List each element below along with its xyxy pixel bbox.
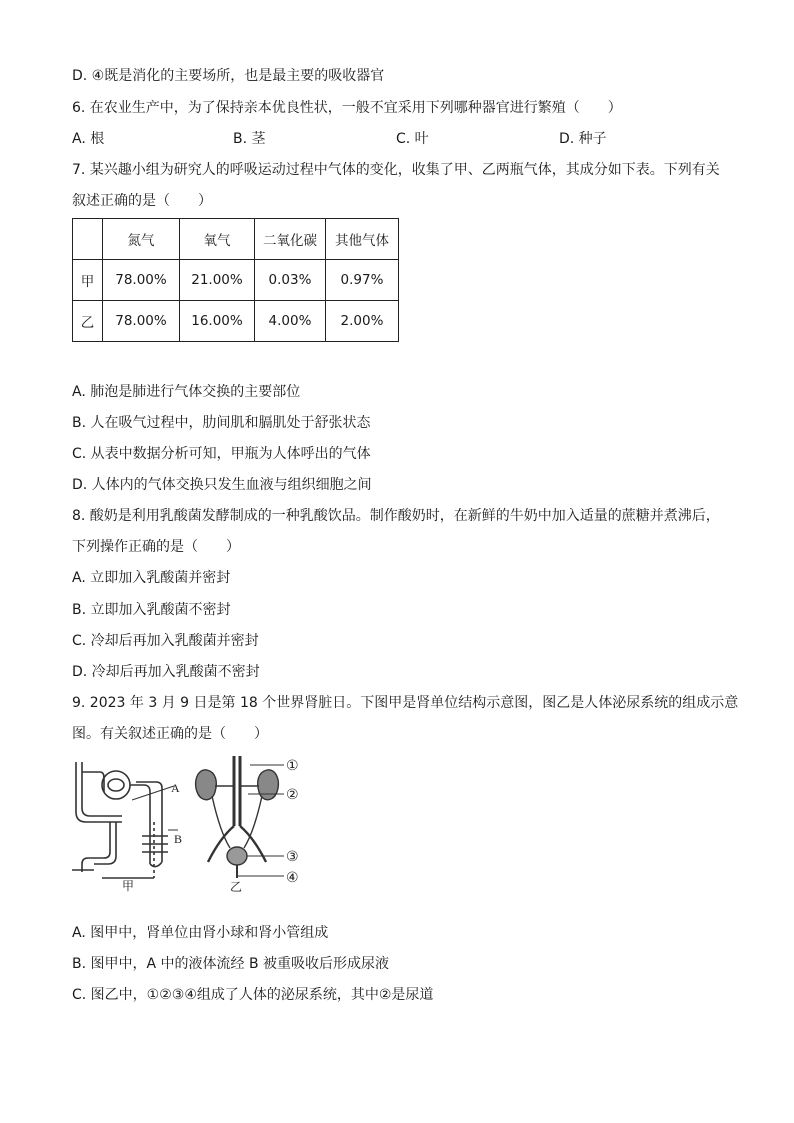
table-cell: 78.00% — [103, 260, 180, 301]
table-cell: 0.03% — [255, 260, 326, 301]
q5-option-d: D. ④既是消化的主要场所，也是最主要的吸收器官 — [72, 68, 385, 84]
q8-stem-line2: 下列操作正确的是（ ） — [72, 539, 240, 555]
q6-option-a: A. 根 — [72, 131, 105, 147]
q8-stem-line1: 8. 酸奶是利用乳酸菌发酵制成的一种乳酸饮品。制作酸奶时，在新鲜的牛奶中加入适量的蔗糖并煮沸后， — [72, 508, 720, 524]
label-yi: 乙 — [230, 880, 243, 892]
q7-option-d: D. 人体内的气体交换只发生血液与组织细胞之间 — [72, 477, 372, 493]
q7-stem-line1: 7. 某兴趣小组为研究人的呼吸运动过程中气体的变化，收集了甲、乙两瓶气体，其成分如下表。下列有关 — [72, 162, 720, 178]
table-cell: 2.00% — [326, 301, 399, 342]
table-header-cell: 其他气体 — [326, 219, 399, 260]
q8-option-d: D. 冷却后再加入乳酸菌不密封 — [72, 664, 260, 680]
table-cell: 21.00% — [180, 260, 255, 301]
q6-stem: 6. 在农业生产中，为了保持亲本优良性状，一般不宜采用下列哪种器官进行繁殖（ ） — [72, 100, 622, 116]
table-header-row — [73, 219, 399, 260]
label-2: ② — [286, 787, 299, 803]
nephron-diagram — [72, 762, 178, 878]
q9-stem-line2: 图。有关叙述正确的是（ ） — [72, 726, 268, 742]
urinary-system-diagram — [196, 756, 284, 878]
label-1: ① — [286, 758, 299, 774]
table-row-label: 乙 — [73, 301, 103, 342]
q9-stem-line1: 9. 2023 年 3 月 9 日是第 18 个世界肾脏日。下图甲是肾单位结构示意图，图乙是人体泌尿系统的组成示意 — [72, 695, 739, 711]
q7-option-b: B. 人在吸气过程中，肋间肌和膈肌处于舒张状态 — [72, 415, 371, 431]
q9-option-a: A. 图甲中，肾单位由肾小球和肾小管组成 — [72, 925, 329, 941]
q6-option-b: B. 茎 — [233, 131, 266, 147]
table-cell: 0.97% — [326, 260, 399, 301]
q6-option-c: C. 叶 — [396, 131, 429, 147]
label-4: ④ — [286, 870, 299, 886]
kidney-figure — [70, 752, 310, 892]
table-row — [73, 260, 399, 301]
q6-option-d: D. 种子 — [559, 131, 607, 147]
kidney-figure-svg — [70, 752, 310, 892]
q7-option-a: A. 肺泡是肺进行气体交换的主要部位 — [72, 384, 301, 400]
q9-option-c: C. 图乙中，①②③④组成了人体的泌尿系统，其中②是尿道 — [72, 987, 434, 1003]
q8-option-a: A. 立即加入乳酸菌并密封 — [72, 570, 231, 586]
q7-stem-line2: 叙述正确的是（ ） — [72, 193, 212, 209]
table-header-cell — [73, 219, 103, 260]
table-cell: 78.00% — [103, 301, 180, 342]
q7-option-c: C. 从表中数据分析可知，甲瓶为人体呼出的气体 — [72, 446, 371, 462]
label-jia: 甲 — [122, 879, 135, 892]
label-a: A — [171, 781, 180, 795]
q8-option-c: C. 冷却后再加入乳酸菌并密封 — [72, 633, 259, 649]
gas-composition-table — [72, 218, 399, 342]
label-3: ③ — [286, 849, 299, 865]
label-b: B — [174, 832, 183, 846]
q9-option-b: B. 图甲中，A 中的液体流经 B 被重吸收后形成尿液 — [72, 956, 390, 972]
table-header-cell: 氮气 — [103, 219, 180, 260]
table-row-label: 甲 — [73, 260, 103, 301]
table-cell: 16.00% — [180, 301, 255, 342]
table-row — [73, 301, 399, 342]
table-header-cell: 氧气 — [180, 219, 255, 260]
table-cell: 4.00% — [255, 301, 326, 342]
q8-option-b: B. 立即加入乳酸菌不密封 — [72, 602, 231, 618]
table-header-cell: 二氧化碳 — [255, 219, 326, 260]
q6-options — [72, 128, 632, 150]
